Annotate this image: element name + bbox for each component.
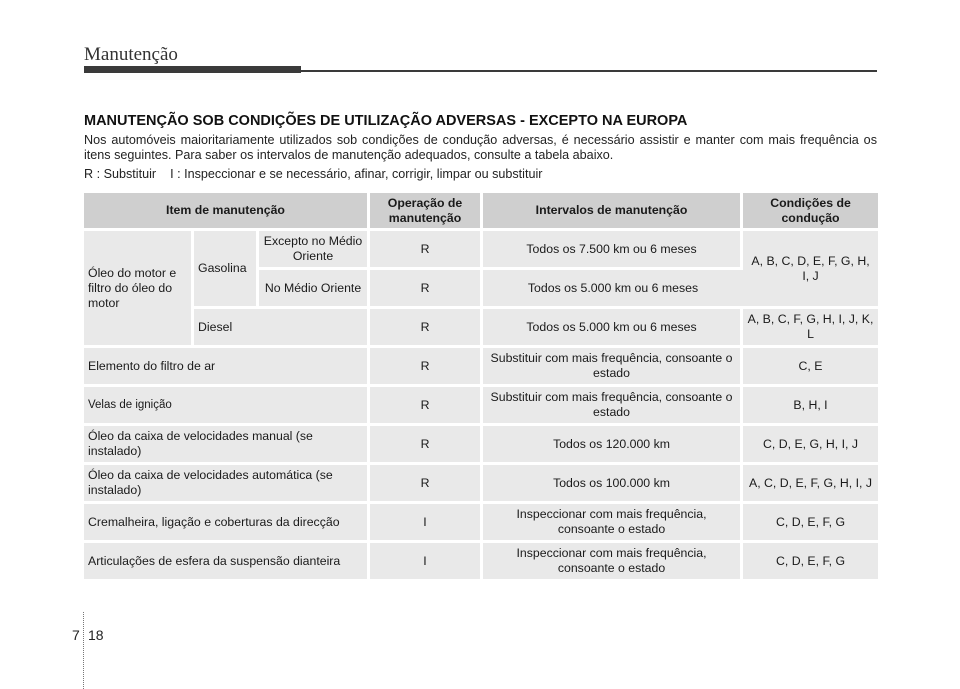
- interval-cell: Substituir com mais frequência, consoante o estado: [483, 348, 743, 384]
- op-cell: I: [370, 543, 483, 579]
- header-interval: Intervalos de manutenção: [483, 193, 743, 228]
- region-except-middle-east: Excepto no Médio Oriente: [259, 231, 370, 267]
- table-row: [84, 543, 878, 579]
- table-row: [84, 348, 878, 384]
- op-cell: R: [370, 270, 483, 306]
- op-cell: R: [370, 426, 483, 462]
- section-intro: [84, 113, 877, 181]
- op-cell: R: [370, 348, 483, 384]
- section-title: MANUTENÇÃO SOB CONDIÇÕES DE UTILIZAÇÃO ADVERSAS - EXCEPTO NA EUROPA: [84, 113, 688, 129]
- interval-cell: Todos os 120.000 km: [483, 426, 743, 462]
- fuel-diesel: Diesel: [194, 309, 370, 345]
- page-header-title: Manutenção: [84, 44, 178, 65]
- page-number-divider: [83, 612, 84, 689]
- interval-cell: Todos os 7.500 km ou 6 meses: [483, 231, 743, 267]
- conditions-cell: C, D, E, G, H, I, J: [743, 426, 878, 462]
- table-row: [84, 426, 878, 462]
- table-row: [84, 231, 878, 267]
- interval-cell: Inspeccionar com mais frequência, consoante o estado: [483, 543, 743, 579]
- item-cell: Óleo da caixa de velocidades automática (se instalado): [84, 465, 370, 501]
- conditions-cell: C, E: [743, 348, 878, 384]
- intro-paragraph: Nos automóveis maioritariamente utilizados sob condições de condução adversas, é necessário assistir e manter com mais frequência os itens seguintes. Para saber os intervalos de manutenção adequados, consulte a tabela abaixo.: [84, 133, 877, 162]
- interval-cell: Todos os 5.000 km ou 6 meses: [483, 309, 743, 345]
- op-cell: I: [370, 504, 483, 540]
- oil-item-label: Óleo do motor e filtro do óleo do motor: [84, 231, 194, 345]
- header-bar-thin: [301, 70, 877, 72]
- op-cell: R: [370, 309, 483, 345]
- conditions-cell: C, D, E, F, G: [743, 504, 878, 540]
- item-cell: Velas de ignição: [84, 387, 370, 423]
- region-middle-east: No Médio Oriente: [259, 270, 370, 306]
- chapter-number: 7: [72, 627, 80, 643]
- item-cell: Elemento do filtro de ar: [84, 348, 370, 384]
- legend: [84, 167, 877, 181]
- table-row: [84, 309, 878, 345]
- item-cell: Articulações de esfera da suspensão dianteira: [84, 543, 370, 579]
- header-item: Item de manutenção: [84, 193, 370, 228]
- item-cell: Cremalheira, ligação e coberturas da direcção: [84, 504, 370, 540]
- header-bar-thick: [84, 66, 301, 73]
- interval-cell: Todos os 100.000 km: [483, 465, 743, 501]
- interval-cell: Substituir com mais frequência, consoante o estado: [483, 387, 743, 423]
- page-number: 18: [88, 627, 104, 643]
- conditions-cell: B, H, I: [743, 387, 878, 423]
- op-cell: R: [370, 387, 483, 423]
- fuel-gasoline: Gasolina: [194, 231, 259, 306]
- conditions-cell: A, B, C, F, G, H, I, J, K, L: [743, 309, 878, 345]
- table-row: [84, 465, 878, 501]
- legend-i: I : Inspeccionar e se necessário, afinar, corrigir, limpar ou substituir: [170, 167, 543, 181]
- op-cell: R: [370, 465, 483, 501]
- op-cell: R: [370, 231, 483, 267]
- interval-cell: Inspeccionar com mais frequência, consoante o estado: [483, 504, 743, 540]
- conditions-cell: A, B, C, D, E, F, G, H, I, J: [743, 231, 878, 306]
- maintenance-table: [84, 190, 878, 582]
- header-operation: Operação de manutenção: [370, 193, 483, 228]
- interval-cell: Todos os 5.000 km ou 6 meses: [483, 270, 743, 306]
- table-row: [84, 504, 878, 540]
- item-cell: Óleo da caixa de velocidades manual (se instalado): [84, 426, 370, 462]
- conditions-cell: A, C, D, E, F, G, H, I, J: [743, 465, 878, 501]
- legend-r: R : Substituir: [84, 167, 157, 181]
- header-conditions: Condições de condução: [743, 193, 878, 228]
- table-row: [84, 387, 878, 423]
- conditions-cell: C, D, E, F, G: [743, 543, 878, 579]
